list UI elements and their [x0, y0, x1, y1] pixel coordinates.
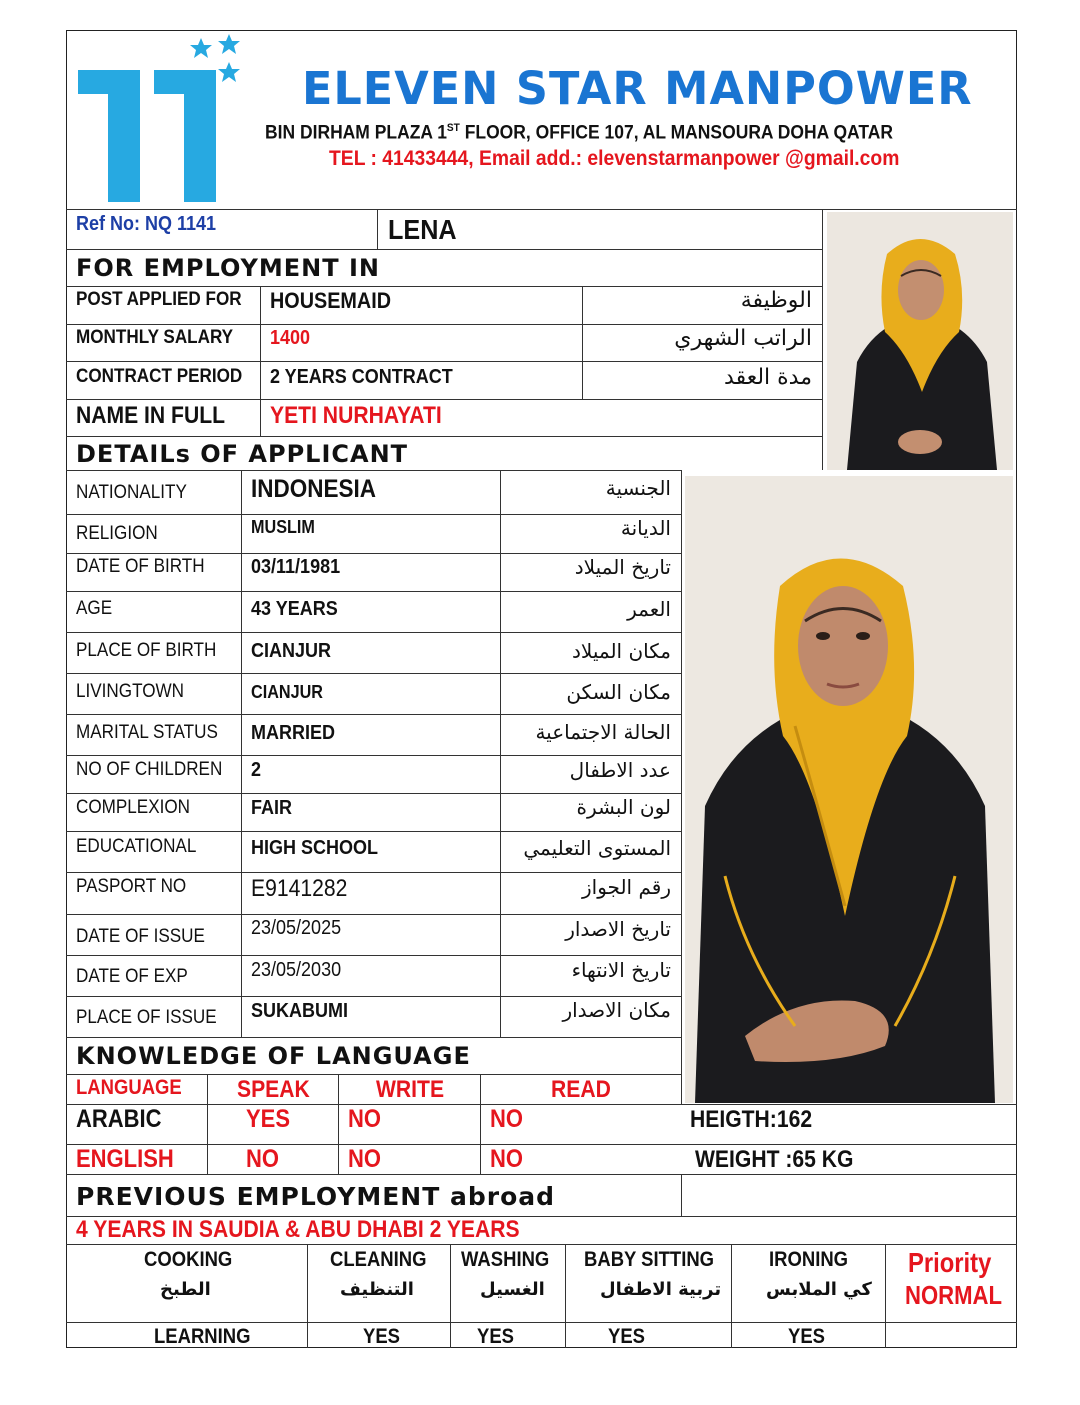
- dob-label: DATE OF BIRTH: [76, 556, 205, 577]
- arabic-write: NO: [348, 1105, 381, 1133]
- place-of-issue-value: SUKABUMI: [251, 1000, 349, 1022]
- skill-washing-en: WASHING: [461, 1248, 550, 1271]
- age-arabic: العمر: [627, 597, 671, 621]
- ref-number: Ref No: NQ 1141: [76, 213, 217, 235]
- complexion-value: FAIR: [251, 797, 293, 819]
- nationality-value: INDONESIA: [251, 475, 377, 503]
- age-value: 43 YEARS: [251, 598, 338, 620]
- issue-date-label: DATE OF ISSUE: [76, 926, 205, 947]
- monthly-salary-label: MONTHLY SALARY: [76, 327, 234, 348]
- applicant-photo-small: [827, 212, 1013, 470]
- passport-arabic: رقم الجواز: [582, 875, 671, 899]
- skill-cleaning-value: YES: [363, 1325, 400, 1348]
- company-name: ELEVEN STAR MANPOWER: [302, 62, 973, 115]
- livingtown-value: CIANJUR: [251, 682, 324, 702]
- skill-babysitting-en: BABY SITTING: [584, 1248, 715, 1271]
- livingtown-arabic: مكان السكن: [566, 680, 671, 704]
- skill-babysitting-ar: تربية الاطفال: [600, 1279, 722, 1300]
- post-applied-label: POST APPLIED FOR: [76, 289, 242, 310]
- english-read: NO: [490, 1145, 523, 1173]
- dob-arabic: تاريخ الميلاد: [574, 555, 671, 579]
- contract-period-arabic: مدة العقد: [724, 365, 812, 390]
- arabic-read: NO: [490, 1105, 523, 1133]
- skill-ironing-value: YES: [788, 1325, 825, 1348]
- skill-cleaning-en: CLEANING: [330, 1248, 427, 1271]
- place-of-issue-arabic: مكان الاصدار: [562, 998, 671, 1022]
- full-name-label: NAME IN FULL: [76, 402, 225, 429]
- place-of-birth-value: CIANJUR: [251, 640, 332, 662]
- complexion-label: COMPLEXION: [76, 797, 191, 818]
- skill-washing-value: YES: [477, 1325, 514, 1348]
- dob-value: 03/11/1981: [251, 556, 341, 578]
- priority-label: Priority: [908, 1247, 992, 1278]
- speak-header: SPEAK: [237, 1076, 310, 1103]
- skill-cleaning-ar: التنظيف: [340, 1279, 414, 1300]
- height-value: HEIGTH:162: [690, 1106, 813, 1133]
- religion-label: RELIGION: [76, 523, 158, 544]
- english-speak: NO: [246, 1145, 279, 1173]
- short-name: LENA: [388, 214, 457, 245]
- language-section-title: KNOWLEDGE OF LANGUAGE: [76, 1042, 471, 1070]
- company-address: BIN DIRHAM PLAZA 1ST FLOOR, OFFICE 107, AL MANSOURA DOHA QATAR: [265, 122, 894, 144]
- children-value: 2: [251, 759, 262, 781]
- expiry-date-arabic: تاريخ الانتهاء: [571, 958, 671, 982]
- place-of-issue-label: PLACE OF ISSUE: [76, 1007, 217, 1028]
- children-arabic: عدد الاطفال: [569, 758, 671, 782]
- expiry-date-label: DATE OF EXP: [76, 966, 188, 987]
- passport-label: PASPORT NO: [76, 876, 187, 897]
- marital-status-label: MARITAL STATUS: [76, 722, 218, 743]
- language-header: LANGUAGE: [76, 1076, 182, 1099]
- applicant-photo-large: [685, 476, 1013, 1103]
- education-value: HIGH SCHOOL: [251, 837, 379, 859]
- previous-employment-value: 4 YEARS IN SAUDIA & ABU DHABI 2 YEARS: [76, 1216, 520, 1243]
- place-of-birth-arabic: مكان الميلاد: [572, 639, 671, 663]
- children-label: NO OF CHILDREN: [76, 759, 223, 780]
- issue-date-arabic: تاريخ الاصدار: [565, 917, 671, 941]
- monthly-salary-arabic: الراتب الشهري: [674, 326, 812, 351]
- previous-employment-title: PREVIOUS EMPLOYMENT abroad: [76, 1182, 556, 1211]
- skill-cooking-ar: الطبخ: [160, 1279, 211, 1300]
- religion-value: MUSLIM: [251, 517, 315, 537]
- post-applied-value: HOUSEMAID: [270, 288, 392, 313]
- complexion-arabic: لون البشرة: [576, 795, 671, 819]
- place-of-birth-label: PLACE OF BIRTH: [76, 640, 217, 661]
- expiry-date-value: 23/05/2030: [251, 959, 342, 981]
- issue-date-value: 23/05/2025: [251, 917, 342, 939]
- full-name-value: YETI NURHAYATI: [270, 402, 442, 429]
- education-arabic: المستوى التعليمي: [523, 836, 671, 860]
- company-logo: [74, 34, 244, 204]
- arabic-language: ARABIC: [76, 1105, 162, 1133]
- write-header: WRITE: [376, 1076, 445, 1103]
- post-applied-arabic: الوظيفة: [740, 288, 812, 313]
- arabic-speak: YES: [246, 1105, 291, 1133]
- contract-period-label: CONTRACT PERIOD: [76, 366, 243, 387]
- skill-ironing-en: IRONING: [769, 1248, 849, 1271]
- passport-value: E9141282: [251, 875, 348, 902]
- nationality-label: NATIONALITY: [76, 482, 187, 503]
- skill-babysitting-value: YES: [608, 1325, 645, 1348]
- priority-value: NORMAL: [905, 1280, 1002, 1310]
- marital-status-arabic: الحالة الاجتماعية: [535, 720, 671, 744]
- read-header: READ: [551, 1076, 611, 1103]
- company-contact: TEL : 41433444, Email add.: elevenstarmanpower @gmail.com: [329, 147, 900, 170]
- contract-period-value: 2 YEARS CONTRACT: [270, 366, 453, 388]
- english-write: NO: [348, 1145, 381, 1173]
- employment-section-title: FOR EMPLOYMENT IN: [76, 254, 380, 282]
- weight-value: WEIGHT :65 KG: [695, 1146, 854, 1173]
- details-section-title: DETAILs OF APPLICANT: [76, 440, 409, 468]
- livingtown-label: LIVINGTOWN: [76, 681, 184, 702]
- skill-cooking-en: COOKING: [144, 1248, 233, 1271]
- religion-arabic: الديانة: [620, 516, 671, 540]
- education-label: EDUCATIONAL: [76, 836, 197, 857]
- skill-washing-ar: الغسيل: [480, 1279, 545, 1300]
- marital-status-value: MARRIED: [251, 722, 336, 744]
- nationality-arabic: الجنسية: [605, 476, 671, 500]
- skill-ironing-ar: كي الملابس: [766, 1279, 872, 1300]
- age-label: AGE: [76, 598, 113, 619]
- skill-cooking-value: LEARNING: [154, 1325, 251, 1348]
- monthly-salary-value: 1400: [270, 327, 311, 349]
- english-language: ENGLISH: [76, 1145, 174, 1173]
